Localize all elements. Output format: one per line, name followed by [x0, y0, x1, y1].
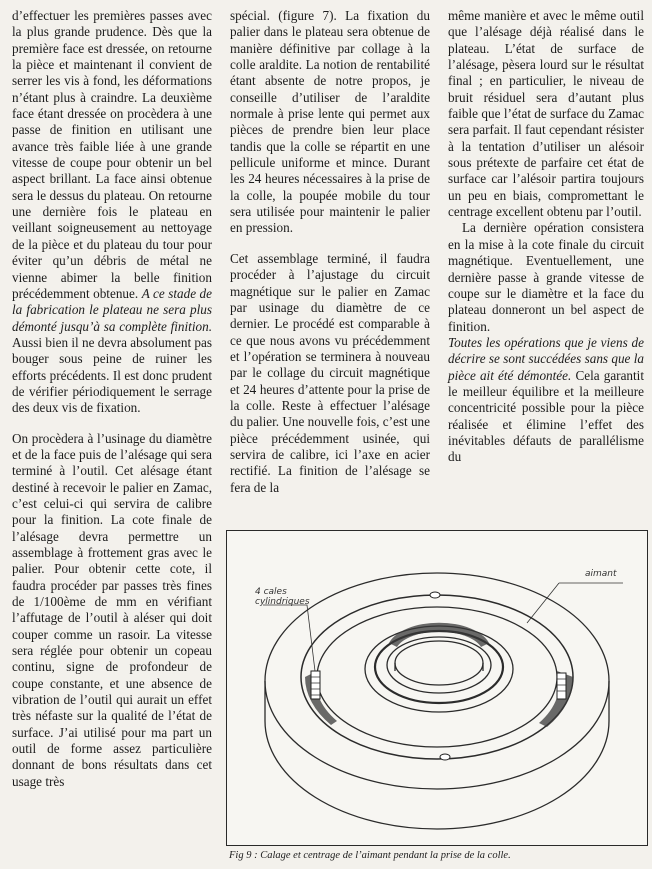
text-column-3 — [448, 8, 644, 466]
text-column-2 — [230, 8, 430, 496]
paragraph: même manière et avec le même outil que l’alésage déjà réalisé dans le plateau. L’état de surface de l’alésage, pèsera lourd sur le résultat final ; en particulier, le niveau de bruit résiduel sera d’autant plus faible que l’état de surface du Zamac sera parfait. Il faut cependant résister à la tentation d’utiliser un alésoir sous prétexte de parfaire cet état de surface car l’alésoir partira toujours un peu en biais, compromettant le centrage excellent obtenu par l’outil. — [448, 8, 644, 220]
text-column-1 — [12, 8, 212, 790]
paragraph: d’effectuer les premières passes avec la plus grande prudence. Dès que la première face est dressée, on retourne la pièce et maintenant il convient de serrer les vis à fond, les déformations n’étant plus à craindre. La deuxième face étant dressée on procèdera à une passe de finition en utilisant une avance très faible liée à une grande vitesse de coupe pour obtenir un bel aspect brillant. La face ainsi obtenue sera le dessus du plateau. On retourne une dernière fois le plateau en veillant soigneusement au nettoyage de la pièce et du plateau du tour pour éviter qu’un débris de métal ne vienne abimer la belle finition précédemment obtenue. A ce stade de la fabrication le plateau ne sera plus démonté jusqu’à sa complète finition. Aussi bien il ne devra absolument pas bouger sous peine de ruiner les efforts précédents. Il est donc prudent de vérifier périodiquement le serrage des deux vis de fixation. — [12, 8, 213, 416]
emphasis-text: A ce stade de la fabrication le plateau ne sera plus démonté jusqu’à sa complète finition. — [12, 285, 213, 334]
paragraph: On procèdera à l’usinage du diamètre et de la face puis de l’alésage qui sera terminé à l’outil. Cet alésage étant destiné à recevoir le palier en Zamac, c’est celui-ci qui servira de calibre pour la finition. La cote finale de l’alésage devra permettre un assemblage à frottement gras avec le palier. Pour obtenir cette cote, il faudra procéder par passes très fines de 1/100ème de mm en vérifiant l’affutage de l’outil à aléser qui doit couper comme un rasoir. La vitesse sera réglée pour obtenir un copeau continu, signe de profondeur de coupe constante, et une absence de vibration de l’outil qui aurait un effet très néfaste sur la qualité de l’état de surface. J’ai utilisé pour ma part un outil de forme assez particulière donnant de bons résultats dans cet usage très — [12, 430, 212, 789]
paragraph: Cet assemblage terminé, il faudra procéder à l’ajustage du circuit magnétique sur le palier en Zamac par usinage du diamètre de ce dernier. Le procédé est comparable à ce que nous avons vu précédemment et l’opération se terminera à nouveau par le collage du circuit magnétique et 24 heures d’attente pour la prise de la colle. Reste à effectuer l’alésage du palier. Une nouvelle fois, c’est une pièce précédemment usinée, qui servira de calibre, ici l’axe en acier rectifié. La finition de l’alésage se fera de la — [230, 250, 430, 495]
paragraph: La dernière opération consistera en la mise à la cote finale du circuit magnétique. Eventuellement, une dernière passe à grande vitesse de coupe sur le diamètre et la face du plateau donneront un bel aspect de finition. — [448, 220, 644, 334]
figure-caption: Fig 9 : Calage et centrage de l’aimant pendant la prise de la colle. — [229, 850, 511, 861]
label-cales: 4 cales cylindriques — [255, 587, 310, 607]
figure-9 — [226, 530, 648, 846]
magnet-ring-outer — [301, 595, 573, 759]
shim-bottom — [440, 754, 450, 760]
emphasis-text: Toutes les opérations que je viens de décrire se sont succédées sans que la pièce ait été démontée. — [448, 334, 644, 383]
plateau-drawing — [227, 531, 647, 845]
paragraph: spécial. (figure 7). La fixation du palier dans le plateau sera obtenue de manière définitive par collage à la colle araldite. La notion de rentabilité étant absente de notre propos, je conseille d’utiliser de l’araldite normale à prise lente qui permet aux pièces de prendre bien leur place tandis que la colle se répartit en une pellicule uniforme et mince. Durant les 24 heures nécessaires à la prise de la colle, la poupée mobile du tour sera utilisée pour maintenir le palier en pression. — [230, 8, 430, 236]
paragraph: Toutes les opérations que je viens de décrire se sont succédées sans que la pièce ait été démontée. Cela garantit le meilleur équilibre et la meilleure concentricité possible pour la pièce réalisée et élimine l’effet des inévitables défauts de parallélisme du — [448, 334, 645, 465]
shim-right — [557, 673, 566, 699]
label-aimant: aimant — [585, 569, 617, 579]
shim-top — [430, 592, 440, 598]
